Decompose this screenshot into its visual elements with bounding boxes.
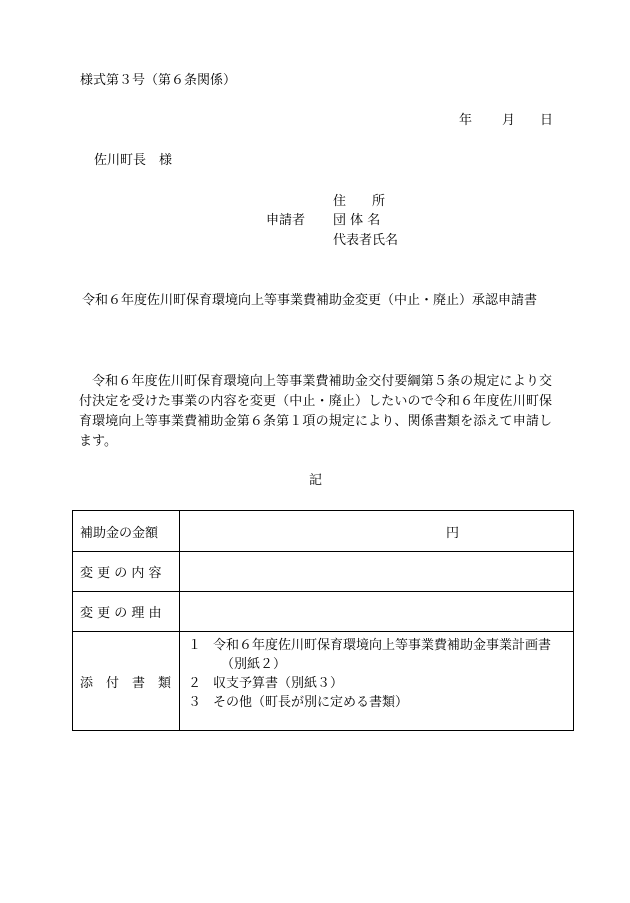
date-month-label: 月 bbox=[502, 113, 516, 128]
attachment-number: ３ bbox=[188, 695, 202, 710]
table-row-amount bbox=[73, 511, 574, 552]
date-day-label: 日 bbox=[540, 113, 554, 128]
attachments-list bbox=[180, 636, 573, 726]
attachment-text: 収支予算書（別紙３） bbox=[213, 676, 344, 691]
list-item bbox=[188, 674, 573, 693]
date-year-label: 年 bbox=[459, 113, 473, 128]
amount-label: 補助金の金額 bbox=[73, 511, 180, 552]
attachment-text: その他（町長が別に定める書類） bbox=[213, 695, 409, 710]
attachments-label: 添 付 書 類 bbox=[73, 632, 180, 731]
attachment-number: ２ bbox=[188, 676, 202, 691]
attachment-subtext: （別紙２） bbox=[221, 657, 287, 672]
change-reason-value bbox=[180, 592, 574, 632]
change-content-value bbox=[180, 552, 574, 592]
table-row-change-content bbox=[73, 552, 574, 592]
list-item bbox=[188, 636, 573, 655]
table-row-change-reason bbox=[73, 592, 574, 632]
applicant-address-label: 住 所 bbox=[333, 194, 386, 209]
applicant-label: 申請者 bbox=[266, 213, 306, 228]
change-content-label: 変 更 の 内 容 bbox=[73, 552, 180, 592]
amount-value: 円 bbox=[180, 511, 574, 552]
details-table bbox=[72, 510, 574, 731]
list-item bbox=[188, 693, 573, 712]
attachments-cell bbox=[180, 632, 574, 731]
table-row-attachments bbox=[73, 632, 574, 731]
form-number: 様式第３号（第６条関係） bbox=[80, 73, 237, 88]
change-reason-label: 変 更 の 理 由 bbox=[73, 592, 180, 632]
attachment-text: 令和６年度佐川町保育環境向上等事業費補助金事業計画書 bbox=[213, 638, 552, 653]
applicant-organization-label: 団 体 名 bbox=[333, 213, 381, 228]
attachment-number: １ bbox=[188, 638, 202, 653]
document-title: 令和６年度佐川町保育環境向上等事業費補助金変更（中止・廃止）承認申請書 bbox=[82, 293, 538, 308]
addressee: 佐川町長 様 bbox=[94, 153, 173, 168]
ki-heading: 記 bbox=[309, 473, 323, 488]
applicant-representative-label: 代表者氏名 bbox=[333, 233, 399, 248]
body-paragraph: 令和６年度佐川町保育環境向上等事業費補助金交付要綱第５条の規定により交付決定を受けた事業の内容を変更（中止・廃止）したいので令和６年度佐川町保育環境向上等事業費補助金第６条第１項の規定により、関係書類を添えて申請します。 bbox=[79, 374, 552, 449]
